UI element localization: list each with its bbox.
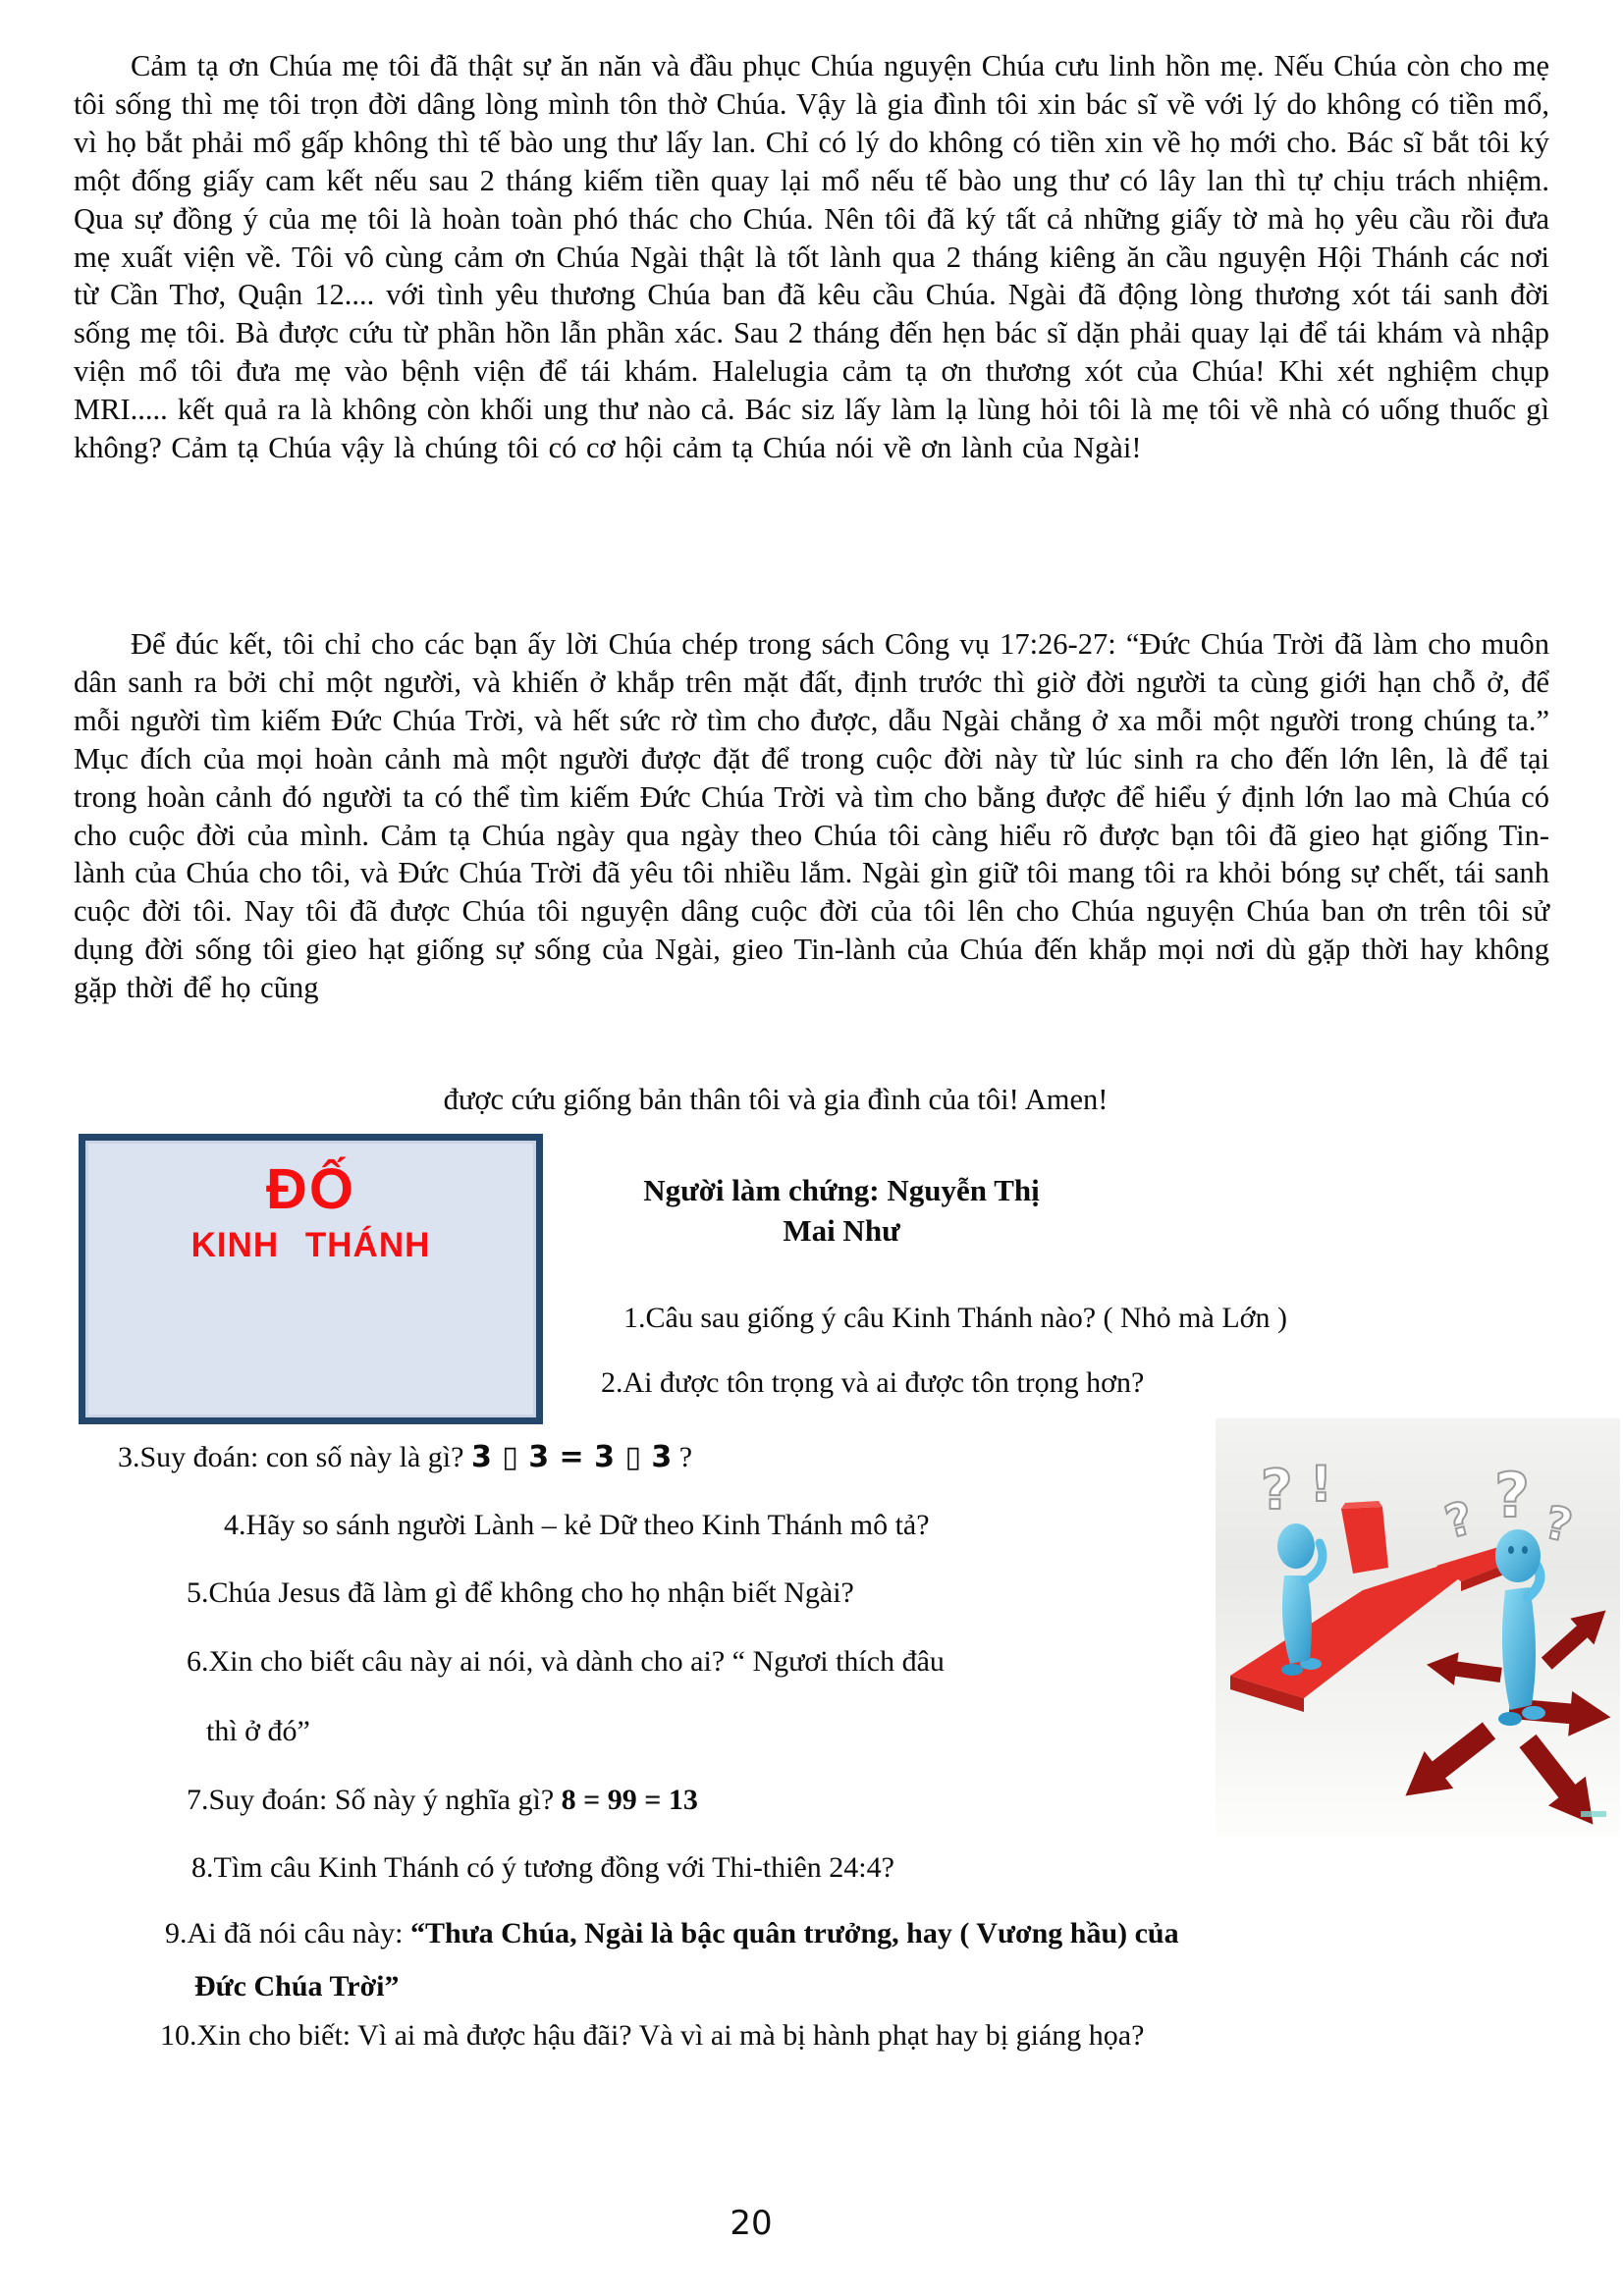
quiz-question-10: 10.Xin cho biết: Vì ai mà được hậu đãi? Và vì ai mà bị hành phạt hay bị giáng họa? [160, 2019, 1145, 2052]
question-mark-icon: ? [1540, 1495, 1578, 1553]
quiz-question-6: 6.Xin cho biết câu này ai nói, và dành cho ai? “ Ngươi thích đâu [187, 1645, 945, 1678]
testimony-paragraph-1: Cảm tạ ơn Chúa mẹ tôi đã thật sự ăn năn và đầu phục Chúa nguyện Chúa cưu linh hồn mẹ. Nếu Chúa còn cho mẹ tôi sống thì mẹ tôi trọn đời dâng lòng mình tôn thờ Chúa. Vậy là gia đình tôi xin bác sĩ về với lý do không có tiền mổ, vì họ bắt phải mổ gấp không thì tế bào ung thư lấy lan. Chỉ có lý do không có tiền xin về họ mới cho. Bác sĩ bắt tôi ký một đống giấy cam kết nếu sau 2 tháng kiếm tiền quay lại mổ nếu tế bào ung thư có lây lan thì tự chịu trách nhiệm. Qua sự đồng ý của mẹ tôi là hoàn toàn phó thác cho Chúa. Nên tôi đã ký tất cả những giấy tờ mà họ yêu cầu rồi đưa mẹ xuất viện về. Tôi vô cùng cảm ơn Chúa Ngài thật là tốt lành qua 2 tháng kiêng ăn cầu nguyện Hội Thánh các nơi từ Cần Thơ, Quận 12.... với tình yêu thương Chúa ban đã kêu cầu Chúa. Ngài đã động lòng thương xót tái sanh đời sống mẹ tôi. Bà được cứu từ phần hồn lẫn phần xác. Sau 2 tháng đến hẹn bác sĩ dặn phải quay lại để tái khám và nhập viện mổ tôi đưa mẹ vào bệnh viện để tái khám. Halelugia cảm tạ ơn thương xót của Chúa! Khi xét nghiệm chụp MRI..... kết quả ra là không còn khối ung thư nào cả. Bác siz lấy làm lạ lùng hỏi tôi là mẹ tôi về nhà có uống thuốc gì không? Cảm tạ Chúa vậy là chúng tôi có cơ hội cảm tạ Chúa nói về ơn lành của Ngài! [74, 49, 1549, 465]
question-7-text: 7.Suy đoán: Số này ý nghĩa gì? [187, 1784, 562, 1816]
question-mark-icon: ? [1494, 1460, 1530, 1531]
quiz-box-title-line1: ĐỐ [266, 1157, 355, 1221]
question-3-puzzle: 3 ▯ 3 = 3 ▯ 3 [470, 1440, 673, 1474]
quiz-question-8: 8.Tìm câu Kinh Thánh có ý tương đồng với Thi-thiên 24:4? [191, 1851, 894, 1884]
quiz-question-9 [165, 1917, 1179, 1950]
witness-byline-line2: Mai Như [783, 1213, 900, 1248]
quiz-question-5: 5.Chúa Jesus đã làm gì để không cho họ nhận biết Ngài? [187, 1576, 854, 1609]
watermark [1581, 1811, 1606, 1817]
question-3-suffix: ? [672, 1441, 693, 1473]
quiz-question-3 [118, 1440, 692, 1474]
question-3-text: 3.Suy đoán: con số này là gì? [118, 1441, 471, 1473]
exclamation-mark-icon: ! [1310, 1456, 1332, 1513]
witness-byline [547, 1170, 1136, 1251]
page-number: 20 [730, 2204, 773, 2243]
quiz-question-9-line2: Đức Chúa Trời” [194, 1970, 400, 2002]
question-9-quote: “Thưa Chúa, Ngài là bậc quân trưởng, hay ( Vương hầu) của [409, 1917, 1179, 1949]
testimony-paragraph-2: Để đúc kết, tôi chỉ cho các bạn ấy lời Chúa chép trong sách Công vụ 17:26-27: “Đức Chúa Trời đã làm cho muôn dân sanh ra bởi chỉ một người, và khiến ở khắp trên mặt đất, định trước thì giờ đời người ta cùng giới hạn chỗ ở, để mỗi người tìm kiếm Đức Chúa Trời, và hết sức rờ tìm cho được, dẫu Ngài chẳng ở xa mỗi một người trong chúng ta.” Mục đích của mọi hoàn cảnh mà một người được đặt để trong cuộc đời này từ lúc sinh ra cho đến lớn lên, là để tại trong hoàn cảnh đó người ta có thể tìm kiếm Đức Chúa Trời và tìm cho bằng được để hiểu ý định lớn lao mà Chúa có cho cuộc đời của mình. Cảm tạ Chúa ngày qua ngày theo Chúa tôi càng hiểu rõ được bạn tôi đã gieo hạt giống Tin-lành của Chúa cho tôi, và Đức Chúa Trời đã yêu tôi nhiều lắm. Ngài gìn giữ tôi mang tôi ra khỏi bóng sự chết, tái sanh cuộc đời tôi. Nay tôi đã được Chúa tôi nguyện dâng cuộc đời của tôi lên cho Chúa nguyện Chúa ban ơn trên tôi sử dụng đời sống tôi gieo hạt giống sự sống của Ngài, gieo Tin-lành của Chúa đến khắp mọi nơi dù gặp thời hay không gặp thời để họ cũng [74, 627, 1549, 1005]
quiz-question-7 [187, 1784, 698, 1817]
question-mark-icon: ? [1261, 1459, 1293, 1522]
quiz-question-2: 2.Ai được tôn trọng và ai được tôn trọng hơn? [601, 1366, 1145, 1399]
question-7-puzzle: 8 = 99 = 13 [561, 1784, 698, 1816]
testimony-closing-line: được cứu giống bản thân tôi và gia đình của tôi! Amen! [443, 1083, 1109, 1116]
question-mark-icon: ? [1439, 1490, 1479, 1549]
bible-quiz-title-box [79, 1134, 543, 1424]
quiz-question-1: 1.Câu sau giống ý câu Kinh Thánh nào? ( Nhỏ mà Lớn ) [623, 1302, 1287, 1334]
quiz-box-title-line2: KINH THÁNH [190, 1226, 431, 1264]
crossroads-confusion-illustration [1216, 1418, 1620, 1836]
quiz-question-6-line2: thì ở đó” [206, 1715, 310, 1747]
witness-byline-line1: Người làm chứng: Nguyễn Thị [643, 1173, 1040, 1207]
question-9-text: 9.Ai đã nói câu này: [165, 1917, 410, 1949]
quiz-question-4: 4.Hãy so sánh người Lành – kẻ Dữ theo Kinh Thánh mô tả? [224, 1509, 930, 1541]
